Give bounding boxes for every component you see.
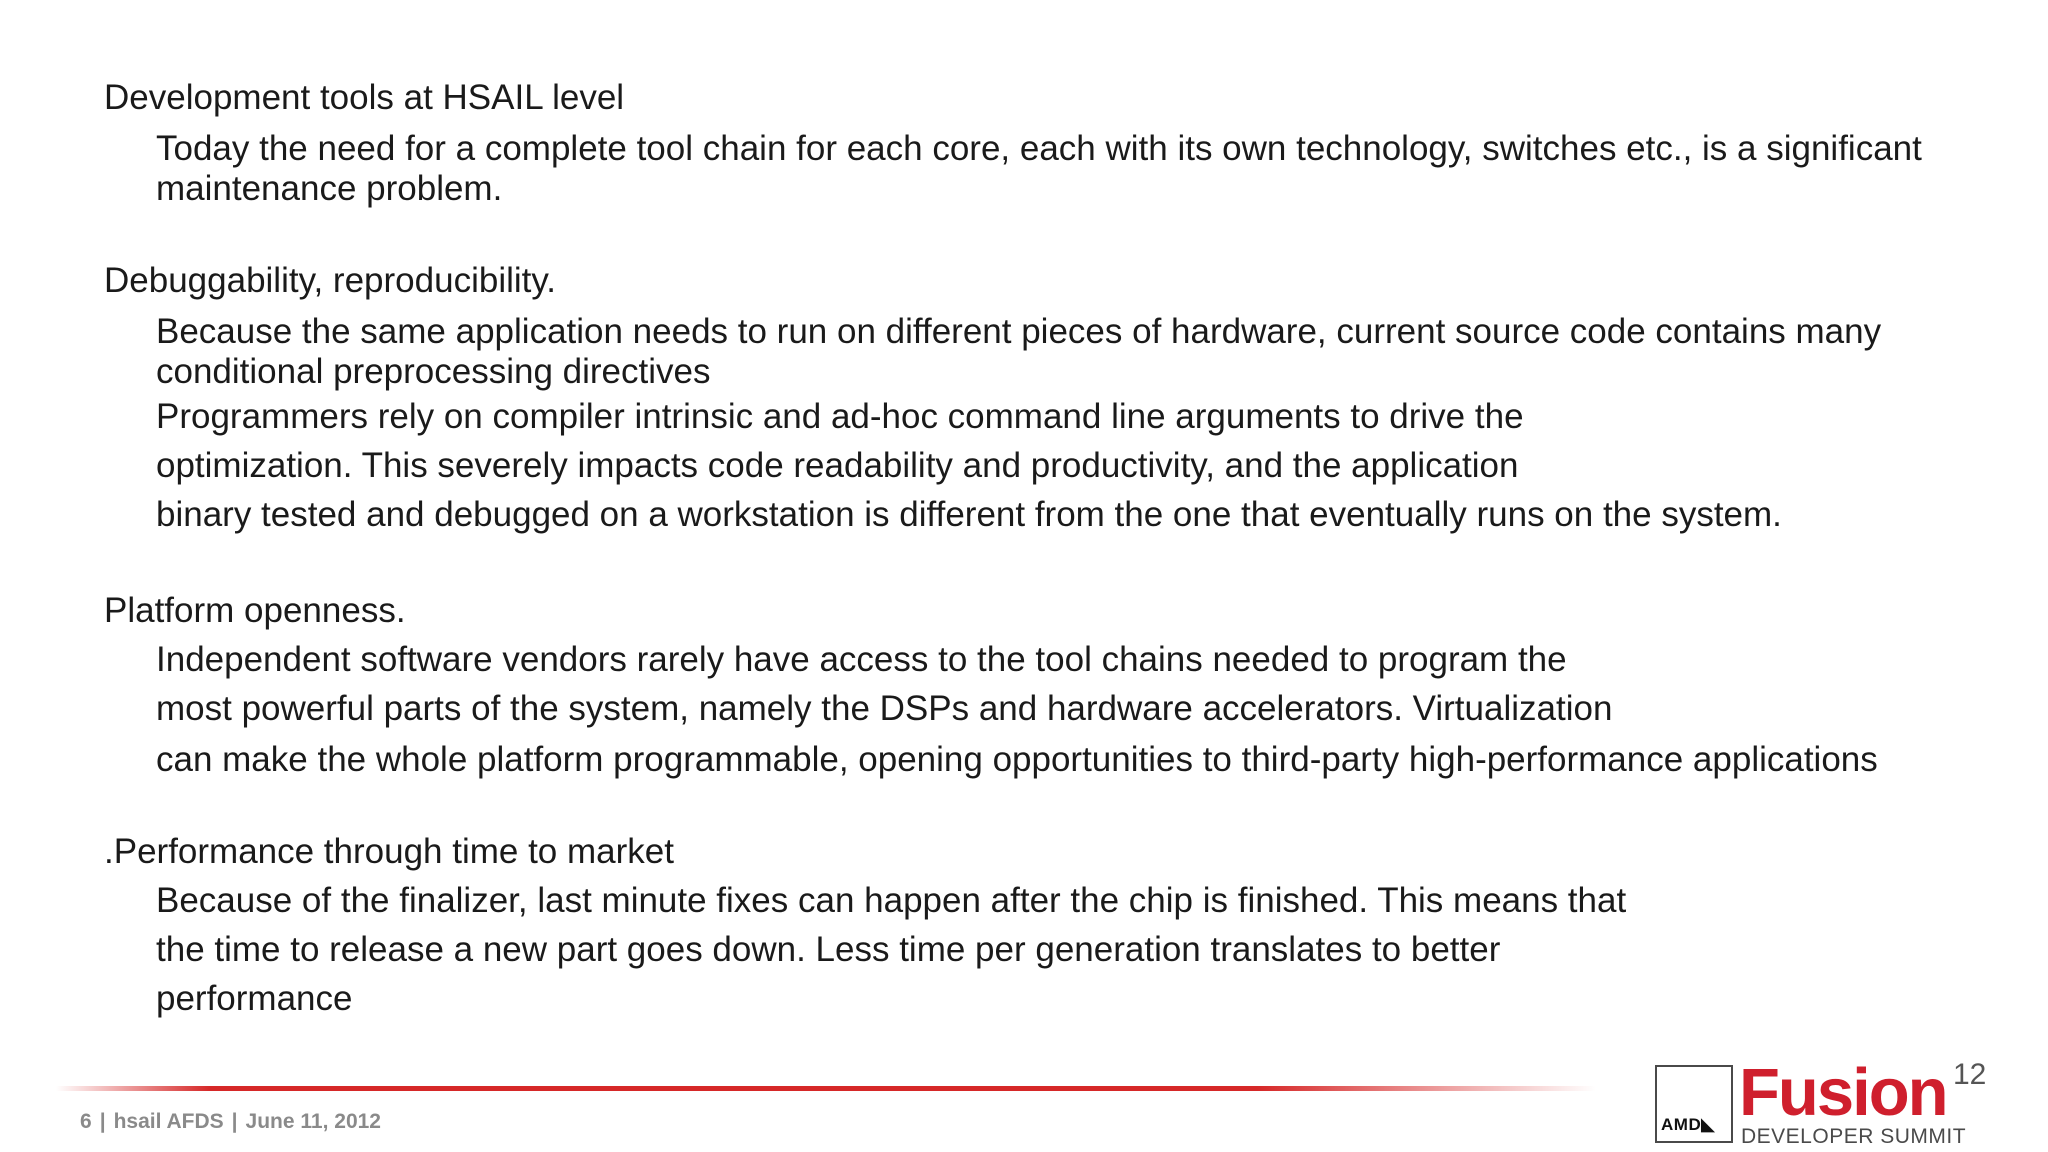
section-paragraph: Programmers rely on compiler intrinsic and ad-hoc command line arguments to drive the (156, 397, 1524, 436)
section-debuggability (104, 257, 1964, 539)
slide-footer (80, 1110, 381, 1134)
section-paragraph: Because the same application needs to run on different pieces of hardware, current source code contains many conditional preprocessing directives (156, 312, 1882, 391)
section-paragraph: Because of the finalizer, last minute fixes can happen after the chip is finished. This means that (156, 881, 1627, 920)
footer-divider (56, 1086, 1596, 1091)
page-number: 6 (80, 1110, 92, 1133)
section-paragraph: Independent software vendors rarely have access to the tool chains needed to program the (156, 640, 1567, 679)
section-paragraph: Today the need for a complete tool chain for each core, each with its own technology, switches etc., is a significant maintenance problem. (156, 129, 1922, 208)
section-paragraph: performance (156, 979, 353, 1018)
section-development-tools (104, 74, 1964, 209)
amd-logo-text: AMD◣ (1661, 1115, 1715, 1134)
section-paragraph: most powerful parts of the system, namely the DSPs and hardware accelerators. Virtualization (156, 689, 1613, 728)
presentation-title: hsail AFDS (113, 1110, 224, 1133)
slide-content (104, 74, 1964, 1071)
section-platform-openness (104, 587, 1964, 780)
developer-summit-label: DEVELOPER SUMMIT (1741, 1125, 1967, 1148)
section-paragraph: can make the whole platform programmable, opening opportunities to third-party high-performance applications (156, 740, 1878, 779)
section-paragraph: binary tested and debugged on a workstation is different from the one that eventually runs on the system. (156, 495, 1782, 534)
section-performance (104, 828, 1964, 1023)
section-heading: .Performance through time to market (104, 832, 674, 871)
section-heading: Development tools at HSAIL level (104, 78, 625, 117)
section-paragraph: optimization. This severely impacts code readability and productivity, and the application (156, 446, 1519, 485)
section-paragraph: the time to release a new part goes down. Less time per generation translates to better (156, 930, 1501, 969)
fusion-summit-logo (1655, 1055, 1995, 1150)
fusion-logo-word: Fusion (1739, 1055, 1947, 1130)
fusion-logo-superscript: 12 (1953, 1058, 1987, 1091)
section-heading: Platform openness. (104, 591, 406, 630)
footer-separator: | (231, 1110, 238, 1133)
presentation-date: June 11, 2012 (245, 1110, 381, 1133)
section-heading: Debuggability, reproducibility. (104, 261, 556, 300)
amd-logo-box (1655, 1065, 1733, 1143)
footer-separator: | (99, 1110, 106, 1133)
